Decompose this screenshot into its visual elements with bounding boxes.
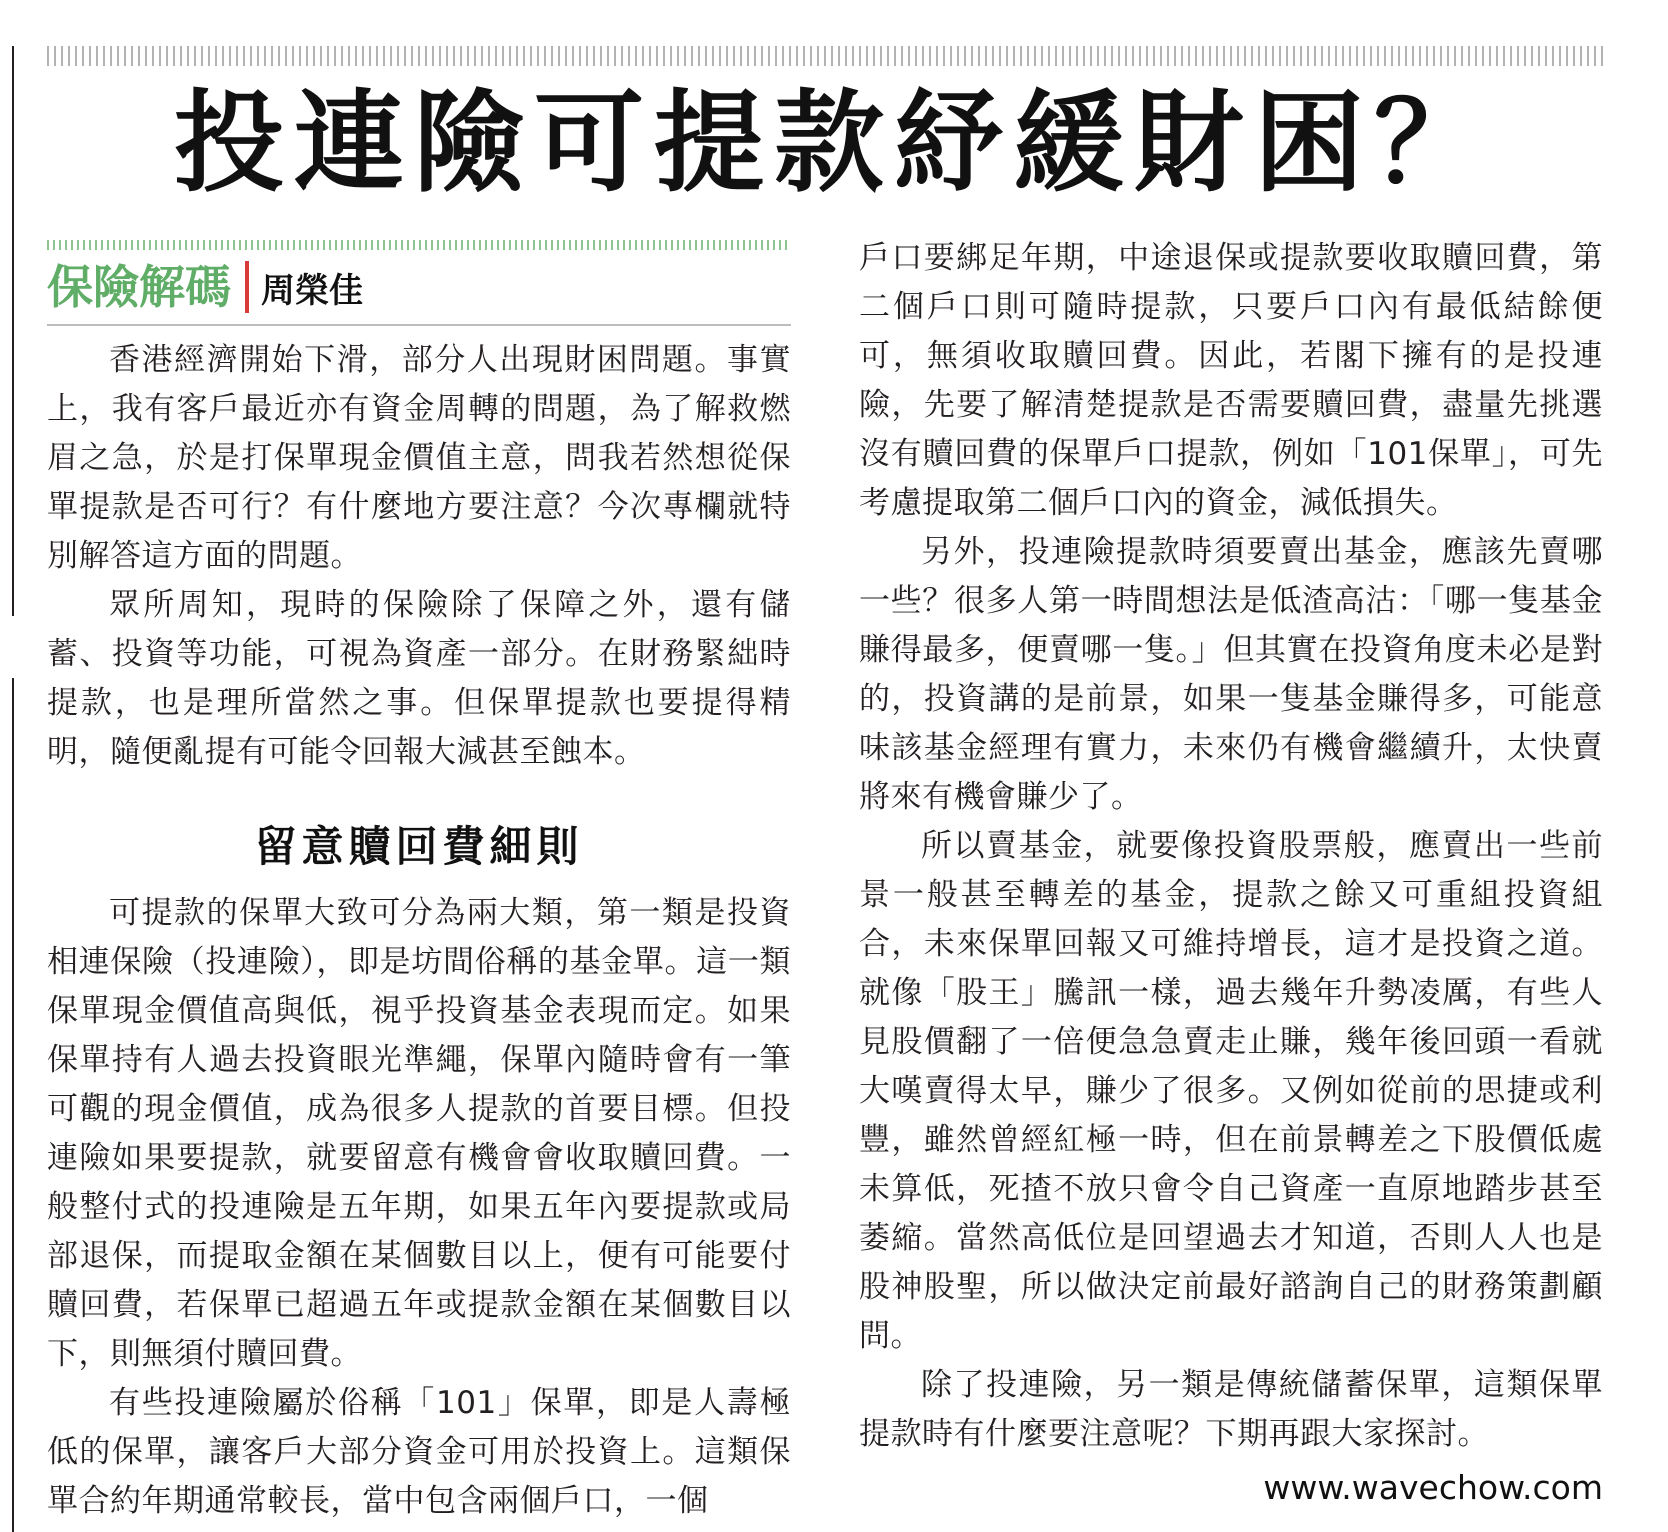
byline: [47, 250, 791, 326]
byline-divider: [245, 261, 249, 313]
paragraph: 除了投連險，另一類是傳統儲蓄保單，這類保單提款時有什麼要注意呢？下期再跟大家探討。: [859, 1367, 1603, 1452]
author-name: 周榮佳: [261, 270, 363, 311]
author-website: www.wavechow.com: [1263, 1468, 1603, 1507]
paragraph: 另外，投連險提款時須要賣出基金，應該先賣哪一些？很多人第一時間想法是低渣高沽：「哪一隻基金賺得最多，便賣哪一隻。」但其實在投資角度未必是對的，投資講的是前景，如果一隻基金賺得多，可能意味該基金經理有實力，未來仍有機會繼續升，太快賣將來有機會賺少了。: [859, 534, 1603, 815]
paragraph: 香港經濟開始下滑，部分人出現財困問題。事實上，我有客戶最近亦有資金周轉的問題，為了解救燃眉之急，於是打保單現金價值主意，問我若然想從保單提款是否可行？有什麼地方要注意？今次專欄就特別解答這方面的問題。: [47, 342, 791, 574]
paragraph: 眾所周知，現時的保險除了保障之外，還有儲蓄、投資等功能，可視為資產一部分。在財務緊絀時提款，也是理所當然之事。但保單提款也要提得精明，隨便亂提有可能令回報大減甚至蝕本。: [47, 587, 791, 770]
left-column: [47, 240, 791, 1526]
column-header-rule: [47, 240, 791, 250]
right-column: [859, 234, 1603, 1511]
top-decorative-rule: [47, 46, 1607, 66]
paragraph: 所以賣基金，就要像投資股票般，應賣出一些前景一般甚至轉差的基金，提款之餘又可重組投資組合，未來保單回報又可維持增長，這才是投資之道。就像「股王」騰訊一樣，過去幾年升勢凌厲，有些人見股價翻了一倍便急急賣走止賺，幾年後回頭一看就大嘆賣得太早，賺少了很多。又例如從前的思捷或利豐，雖然曾經紅極一時，但在前景轉差之下股價低處未算低，死揸不放只會令自己資產一直原地踏步甚至萎縮。當然高低位是回望過去才知道，否則人人也是股神股聖，所以做決定前最好諮詢自己的財務策劃顧問。: [859, 828, 1603, 1354]
subheading: 留意贖回費細則: [254, 822, 584, 871]
paragraph-continued: 戶口要綁足年期，中途退保或提款要收取贖回費，第二個戶口則可隨時提款，只要戶口內有最低結餘便可，無須收取贖回費。因此，若閣下擁有的是投連險，先要了解清楚提款是否需要贖回費，盡量先挑選沒有贖回費的保單戶口提款，例如「101保單」，可先考慮提取第二個戶口內的資金，減低損失。: [859, 240, 1603, 521]
paragraph: 有些投連險屬於俗稱「101」保單，即是人壽極低的保單，讓客戶大部分資金可用於投資上。這類保單合約年期通常較長，當中包含兩個戶口，一個: [47, 1385, 791, 1519]
article-headline: 投連險可提款紓緩財困？: [174, 79, 1494, 207]
page-edge-line-bottom: [12, 678, 14, 1532]
body-text-continued: [859, 234, 1603, 1459]
column-name: 保險解碼: [47, 260, 231, 314]
body-text-section: [47, 889, 791, 1526]
body-text-intro: [47, 336, 791, 777]
paragraph: 可提款的保單大致可分為兩大類，第一類是投資相連保險（投連險），即是坊間俗稱的基金單。這一類保單現金價值高與低，視乎投資基金表現而定。如果保單持有人過去投資眼光準繩，保單內隨時會有一筆可觀的現金價值，成為很多人提款的首要目標。但投連險如果要提款，就要留意有機會會收取贖回費。一般整付式的投連險是五年期，如果五年內要提款或局部退保，而提取金額在某個數目以上，便有可能要付贖回費，若保單已超過五年或提款金額在某個數目以下，則無須付贖回費。: [47, 895, 791, 1372]
